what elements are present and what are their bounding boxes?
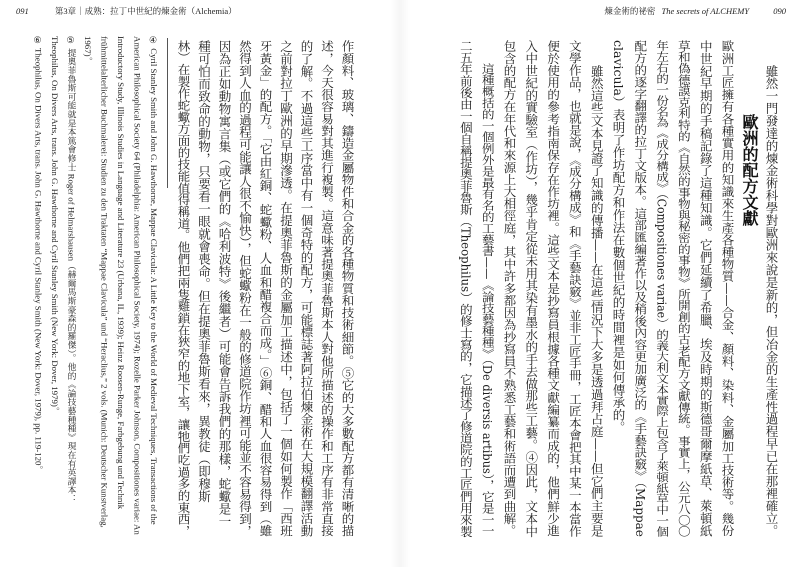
text-column: 述，今天很容易對其進行複製。這意味著提奧菲魯斯本人對他所描述的操作和工序有非常直接 <box>319 40 335 537</box>
right-page-number: 090 <box>773 6 786 16</box>
text-column: 之前對拉丁歐洲的早期滲透。在提奧菲魯斯的金屬加工描述中，包括了一個如何製作「西班 <box>278 40 294 537</box>
text-column: 這種概括的一個例外是最有名的工藝書——《論技藝種種》（De diversis artibus），它是一一 <box>480 62 496 537</box>
footnote: ④ Cyril Stanley Smith and John G. Hawthorne, Mappae Clavicula: A Little Key to the World of Medieval Techniques, Transactions of the American Philosophical Society 64 (Philadelphia: American Philosophical Society, 1974); Rozelle Parker Johnson, Compositiones variae: An Introductory Study, Illinois Studies in Language and Literature 23 (Urbana, IL, 1939); Heinz Roosen-Runge, Farbgebung und Technik frühmittelalterlicher Buchmalerei: Studien zu den Traktaten “Mappae Clavicula” und “Heraclius,” 2 vols. (Munich: Deutscher Kunstverlag, 1967)。 <box>83 36 159 535</box>
footnote-separator <box>167 38 168 188</box>
chapter-title: 第3章｜成熟：拉丁中世紀的煉金術（Alchemia） <box>54 6 237 16</box>
text-column: 牙黃金」的配方。「它由紅銅、蛇蠍粉、人血和醋複合而成。」⑥銅、醋和人血很容易得到（雖 <box>258 40 273 537</box>
text-column: 林）在製作蛇蠍方面的技能值得稱道。他們把兩隻雞鎖在狹窄的地下室，讓牠們吃過多的東西， <box>176 40 191 537</box>
book-subtitle: The secrets of ALCHEMY <box>661 6 750 16</box>
text-column: 中世紀早期的手稿記錄了這種知識。它們延續了希臘、埃及時期的斯德哥爾摩紙草、萊頓紙 <box>698 40 714 537</box>
text-column: clavicula）表明了作坊配方和作法在數個世紀的時間裡是如何傳承的。 <box>611 40 626 434</box>
footnote: ⑤ 提奧菲魯斯可能就是本篤會修士 Roger of Helmarshausen（赫爾馬斯豪森的羅傑）。他的《論技藝種種》現在有英譯本：Theophilus, On Divers Arts, trans. John G. Hawthorne and Cyril Stanley Smith (New York: Dover, 1979)。 <box>50 36 77 504</box>
section-heading: 歐洲的配方文獻 <box>740 114 759 226</box>
footnotes <box>12 36 162 542</box>
text-column: 包含的配方在年代和來源上大相徑庭，其中許多都因為抄寫員不熟悉工藝和術語而遭到曲解。 <box>502 40 517 537</box>
text-column: 歐洲工匠擁有各種實用的知識來生產各種物質——合金、顏料、染料、金屬加工技術等。幾份 <box>720 40 735 537</box>
text-column: 入中世紀的實驗室（作坊），幾乎肯定從未用其染有墨水的手去做那些工藝。④因此，文本中 <box>523 40 539 538</box>
text-column: 配方的逐字翻譯的拉丁文版本。這部匯編著作以及稍後內容更加廣泛的《手藝訣竅》（Mappae <box>632 40 648 537</box>
text-column: 雖然一門發達的煉金術科學對歐洲來說是新的，但冶金的生產性過程早已在那裡確立。 <box>764 64 779 537</box>
text-column: 文學作品，也就是說，《成分構成》和《手藝訣竅》並非工匠手冊，工匠本會把其中某一本當作 <box>567 40 583 537</box>
text-column: 年左右的一份名為《成分構成》（Compositiones variae）的義大利文本實際上包含了萊頓紙草中一個 <box>654 40 670 537</box>
text-column: 草和偽德謨克利特的《自然的事物與秘密的事物》所開創的古老配方文獻傳統。事實上，公元八〇〇 <box>676 40 692 537</box>
text-column: 二五年前後由一個自稱提奧菲魯斯（Theophilus）的修士寫的，它描述了修道院的工匠們用來製 <box>458 40 474 538</box>
text-column: 的了解。不過這些工序當中有一個奇特的配方，可能標誌著阿拉伯煉金術在大規模翻譯活動 <box>299 40 314 537</box>
left-page-number: 091 <box>16 6 29 16</box>
text-column: 便於使用的參考指南保存在作坊裡。這些文本是抄寫員根據各種文獻編纂而成的，他們鮮少進 <box>545 40 561 537</box>
text-column: 作顏料、玻璃、鑄造金屬物件和合金的各種物質和技術細節。⑤它的大多數配方都有清晰的描 <box>340 40 355 537</box>
text-column: 因為正如動物寓言集（或它們的《哈利波特》後繼者）可能會告訴我們的那樣，蛇蠍是一 <box>217 40 232 528</box>
text-column: 然得到人血的過程可能讓人很不愉快），但蛇蠍粉在一般的修道院作坊裡可能並不容易得到， <box>237 40 253 538</box>
text-column: 雖然這些文本見證了知識的傳播——在這些情況下大多是透過拜占庭——但它們主要是 <box>589 64 605 537</box>
book-title: 煉金術的祕密 <box>604 6 656 16</box>
text-column: 種可怕而致命的動物，只要看一眼就會喪命。但在提奧菲魯斯看來，異教徒（即穆斯 <box>196 40 212 503</box>
footnote: ⑥ Theophilus, On Divers Arts, trans. John G. Hawthorne and Cyril Stanley Smith (New York: Dover, 1979), pp. 119-120。 <box>33 36 44 475</box>
